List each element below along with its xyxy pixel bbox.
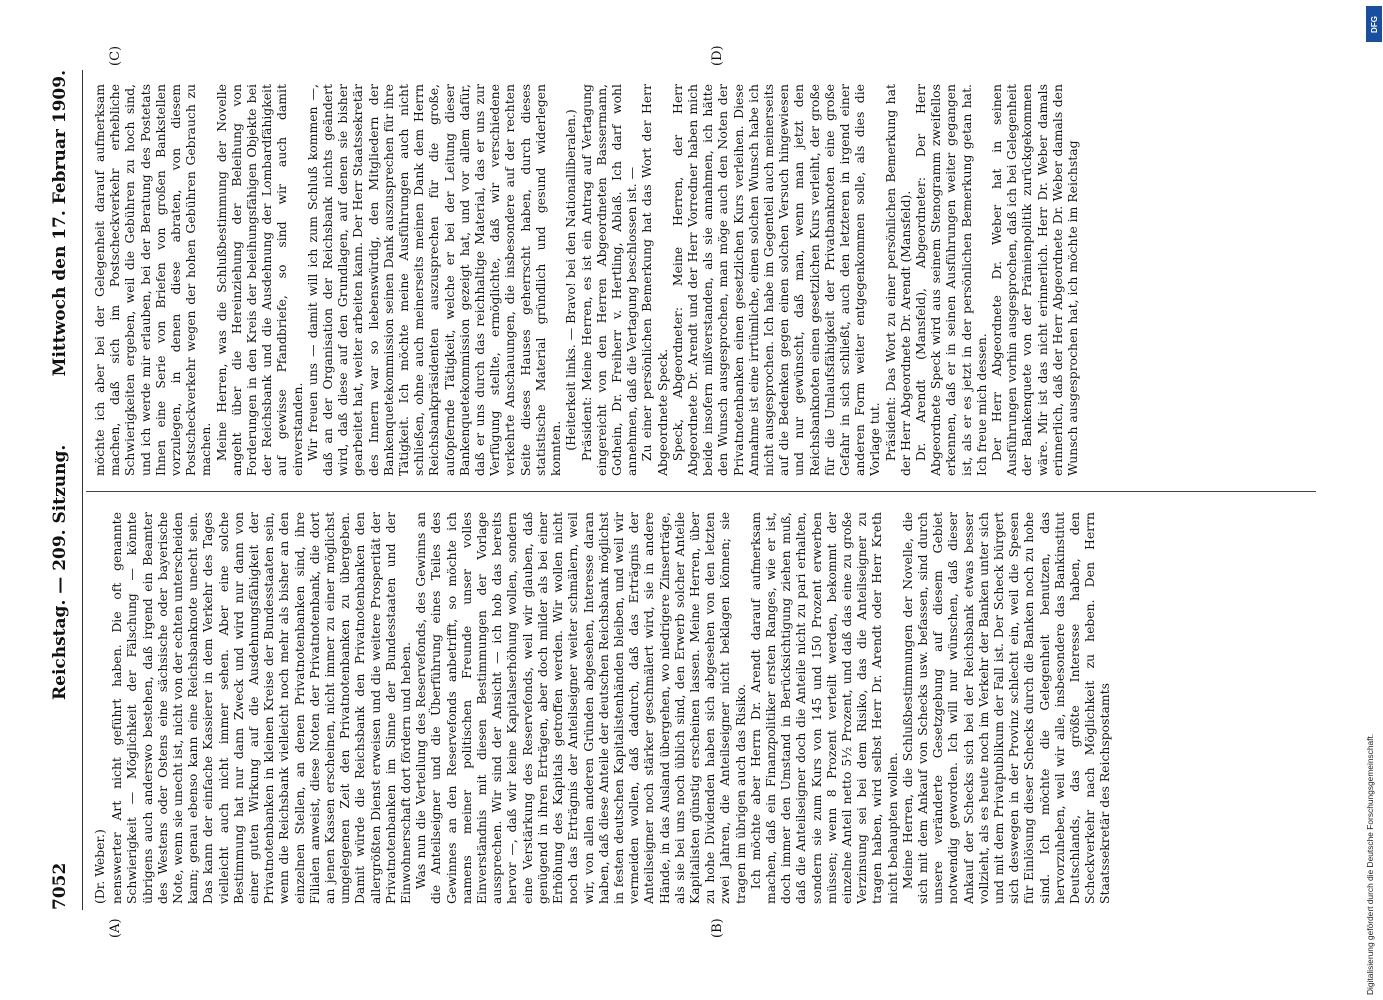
dfg-logo-text: DFG bbox=[1369, 15, 1379, 33]
page-header bbox=[48, 70, 76, 910]
paragraph: Zu einer persönlichen Bemerkung hat das Wort der Herr Abgeordnete Speck. bbox=[639, 84, 670, 476]
page-number: 7052 bbox=[50, 862, 70, 910]
paragraph: Was nun die Verteilung des Reservefonds, des Gewinns an die Anteilseigner und die Überführung eines Teiles des Gewinnes an den Reservefonds anbetrifft, so möchte ich namens meiner politischen Freunde unser volles Einverständnis mit diesen Bestimmungen der Vorlage aussprechen. Wir sind der Ansicht — ich hob das bereits hervor —, daß wir keine Kapitalserhöhung wollen, sondern eine Verstärkung des Reservefonds, weil wir glauben, daß genügend in ihren Erträgen, aber doch milder als bei einer Erhöhung des Kapitals getroffen werden. Wir wollen nicht noch das Erträgnis der Anteilseigner weiter schmälern, weil wir, von allen anderen Gründen abgesehen, Interesse daran haben, daß diese Anteile der deutschen Reichsbank möglichst in festen deutschen Kapitalistenhänden bleiben, und weil wir vermeiden wollen, daß dadurch, daß das Erträgnis der Anteilseigner noch stärker geschmälert wird, sie in andere Hände, in das Ausland übergehen, wo niedrigere Zinserträge, als sie bei uns noch üblich sind, den Erwerb solcher Anteile Kapitalisten günstig erscheinen lassen. Meine Herren, über zu hohe Dividenden haben sich abgesehen von den letzten zwei Jahren, die Anteilseigner nicht beklagen können; sie tragen im übrigen auch das Risiko. bbox=[413, 512, 748, 904]
running-head: (Dr. Weber.) bbox=[92, 829, 107, 904]
paragraph: möchte ich aber bei der Gelegenheit darauf aufmerksam machen, daß sich im Postscheckverkehr erhebliche Schwierigkeiten ergeben, weil die Gebühren zu hoch sind, und ich werde mir erlauben, bei der Beratung des Postetats Ihnen eine Serie von Briefen von großen Bankstellen vorzulegen, in denen diese abraten, von diesem Postscheckverkehr wegen der hohen Gebühren Gebrauch zu machen. bbox=[92, 84, 214, 476]
right-column bbox=[92, 84, 1312, 476]
paragraph: Der Herr Abgeordnete Dr. Weber hat in seinen Ausführungen vorhin ausgesprochen, daß ich bei Gelegenheit der Bankenquete von der Prämienpolitik zurückgekommen wäre. Mir ist das nicht erinnerlich. Herr Dr. Weber damals erinnerlich, daß der Herr Abgeordnete Dr. Weber damals den Wunsch ausgesprochen hat, ich möchte im Reichstag bbox=[988, 84, 1080, 476]
session-date: Mittwoch den 17. Februar 1909. bbox=[50, 70, 70, 377]
session-title: Reichstag. — 209. Sitzung. bbox=[50, 444, 70, 700]
paragraph: Speck, Abgeordneter: Meine Herren, der Herr Abgeordnete Dr. Arendt und der Herr Vorredner haben mich beide insofern mißverstanden, als sie annahmen, ich hätte den Wunsch ausgesprochen, man möge auch den Noten der Privatnotenbanken einen gesetzlichen Kurs verleihen. Diese Annahme ist eine irrtümliche, einen solchen Wunsch habe ich nicht ausgesprochen. Ich habe im Gegenteil auch meinerseits auf die Bedenken gegen einen solchen Versuch hingewiesen und nur gewünscht, daß man, wenn man jetzt den Reichsbanknoten einen gesetzlichen Kurs verleiht, der große für die Umlaufsfähigkeit der Privatbanknoten eine große Gefahr in sich schließt, auch den letzteren in irgend einer anderen Form weiter entgegenkommen solle, als dies die Vorlage tut. bbox=[669, 84, 883, 476]
paragraph: Dr. Arendt (Mansfeld), Abgeordneter: Der Herr Abgeordnete Speck wird aus seinem Stenogramm zweifellos erkennen, daß er in seinen Ausführungen weiter gegangen ist, als er es jetzt in der persönlichen Bemerkung getan hat. Ich freue mich dessen. bbox=[912, 84, 989, 476]
margin-mark-b: (B) bbox=[710, 918, 725, 938]
column-divider bbox=[86, 491, 1316, 492]
margin-mark-c: (C) bbox=[108, 45, 123, 66]
dfg-logo bbox=[1366, 6, 1382, 42]
margin-mark-a: (A) bbox=[108, 918, 123, 938]
paragraph: Meine Herren, die Schlußbestimmungen der Novelle, die sich mit dem Ankauf von Schecks usw. befassen, sind durch unsere veränderte Gesetzgebung auf diesem Gebiet notwendig geworden. Ich will nur wünschen, daß dieser Ankauf der Schecks sich bei der Reichsbank etwas besser vollzieht, als es heute noch im Verkehr der Banken unter sich und mit dem Privatpublikum der Fall ist. Der Scheck bürgert sich deswegen in der Provinz schlecht ein, weil die Spesen für Einlösung dieser Schecks durch die Banken noch zu hohe sind. Ich möchte die Gelegenheit benutzen, das hervorzuheben, weil wir alle, insbesondere das Bankinstitut Deutschlands, das größte Interesse haben, den Scheckverkehr nach Möglichkeit zu heben. Den Herrn Staatssekretär des Reichspostamts bbox=[899, 512, 1113, 904]
header-rule bbox=[82, 70, 83, 910]
rotated-page bbox=[0, 45, 1383, 950]
margin-mark-d: (D) bbox=[710, 45, 725, 66]
paragraph: Meine Herren, was die Schlußbestimmung der Novelle angeht über die Hereinziehung der Beleihung von Forderungen in den Kreis der beleihungsfähigen Objekte bei der Reichsbank und die Ausdehnung der Lombardfähigkeit auf gewisse Pfandbriefe, so sind wir auch damit einverstanden. bbox=[213, 84, 305, 476]
left-column bbox=[92, 512, 1312, 904]
digitization-note: Digitalisierung gefördert durch die Deutsche Forschungsgemeinschaft. bbox=[1365, 733, 1375, 995]
interjection: (Heiterkeit links. — Bravo! bei den Nationalliberalen.) bbox=[563, 109, 579, 451]
paragraph: Ich möchte aber Herrn Dr. Arendt darauf aufmerksam machen, daß ein Finanzpolitiker ersten Ranges, wie er ist, doch immer den Umstand in Berücksichtigung ziehen muß, daß die Anteilseigner doch die Anteile nicht zu pari erhalten, sondern sie zum Kurs von 145 und 150 Prozent erwerben müssen; wenn 8 Prozent verteilt werden, bekommt der einzelne Anteil netto 5½ Prozent, und daß das eine zu große Verzinsung sei bei dem Risiko, das die Anteilseigner zu tragen haben, wird selbst Herr Dr. Arendt oder Herr Kreth nicht behaupten wollen. bbox=[747, 512, 900, 904]
paragraph: Wir freuen uns — damit will ich zum Schluß kommen —, daß an der Organisation der Reichsbank nichts geändert wird, daß diese auf den Grundlagen, auf denen sie bisher gearbeitet hat, weiter arbeiten kann. Der Herr Staatssekretär des Innern war so liebenswürdig, den Mitgliedern der Bankenquetekommission seinen Dank auszusprechen für ihre Tätigkeit. Ich möchte meine Ausführungen auch nicht schließen, ohne auch meinerseits meinen Dank dem Herrn Reichsbankpräsidenten auszusprechen für die große, aufopfernde Tätigkeit, welche er bei der Leitung dieser Bankenquetekommission gezeigt hat, und vor allem dafür, daß er uns durch das reichhaltige Material, das er uns zur Verfügung stellte, ermöglichte, daß wir verschiedene verkehrte Anschauungen, die insbesondere auf der rechten Seite dieses Hauses geherrscht haben, durch dieses statistische Material gründlich und gesund widerlegen konnten. bbox=[304, 84, 564, 476]
paragraph: nenswerter Art nicht geführt haben. Die oft genannte Schwierigkeit — Möglichkeit der Fälschung — könnte übrigens auch anderswo bestehen, daß irgend ein Beamter des Westens oder Ostens eine sächsische oder bayerische Note, wenn sie unecht ist, nicht von der echten unterscheiden kann; genau ebenso kann eine Reichsbanknote unecht sein. Das kann der einfache Kassierer in dem Verkehr des Tages vielleicht auch nicht immer sehen. Aber eine solche Bestimmung hat nur dann Zweck und wird nur dann von einer guten Wirkung auf die Ausdehnungsfähigkeit der Privatnotenbanken in kleinen Kreise der Bundesstaaten sein, wenn die Reichsbank vielleicht noch mehr als bisher an den einzelnen Stellen, an denen Privatnotenbanken sind, ihre Filialen anweist, diese Noten der Privatnotenbank, die dort an jenen Kassen erscheinen, nicht immer zu einer möglichst umgelegenen Zeit den Privatnotenbanken zu übergeben. Damit würde die Reichsbank den Privatnotenbanken den allergrößten Dienst erweisen und die weitere Prosperität der Privatnotenbanken im Sinne der Bundesstaaten und der Einwohnerschaft dort fördern und heben. bbox=[109, 512, 414, 904]
paragraph: Präsident: Das Wort zu einer persönlichen Bemerkung hat der Herr Abgeordnete Dr. Arendt (Mansfeld). bbox=[882, 84, 913, 476]
paragraph: Präsident: Meine Herren, es ist ein Antrag auf Vertagung eingereicht von den Herren Abgeordneten Bassermann, Gothein, Dr. Freiherr v. Hertling, Ablaß. Ich darf wohl annehmen, daß die Vertagung beschlossen ist. — bbox=[578, 84, 640, 476]
